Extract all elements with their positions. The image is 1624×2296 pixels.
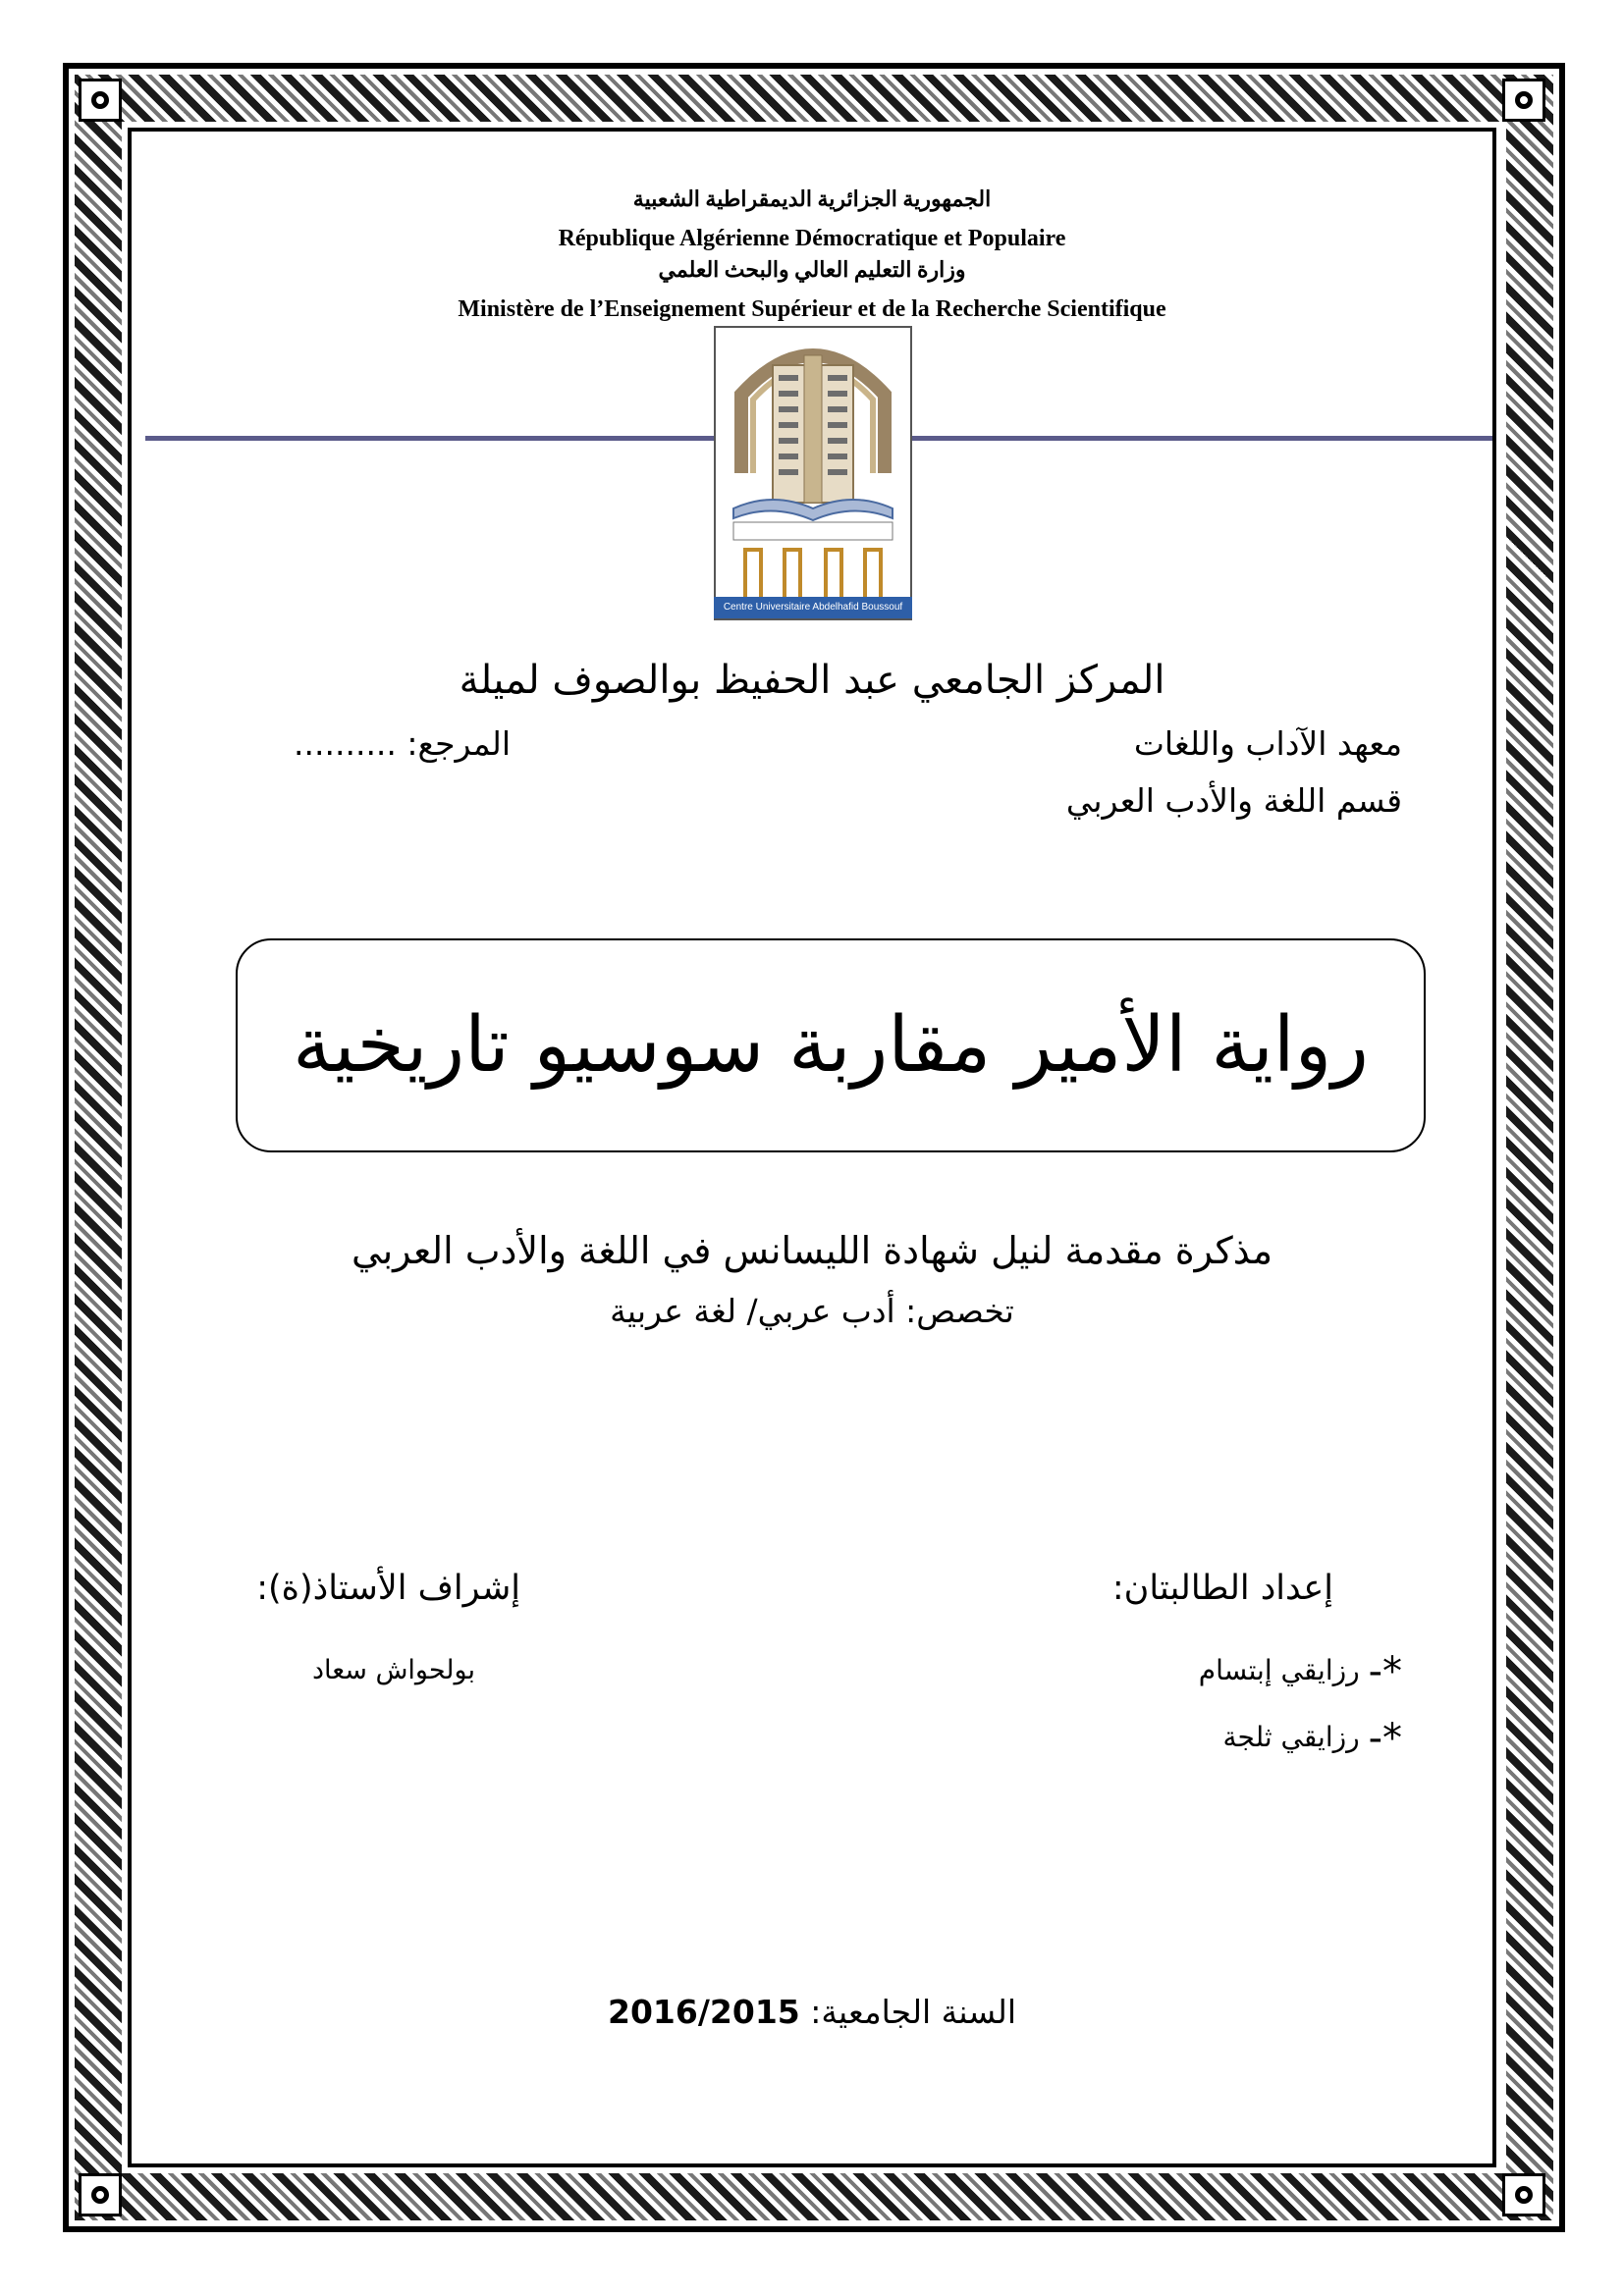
institute-name: معهد الآداب واللغات xyxy=(1133,724,1402,763)
thesis-title-box xyxy=(236,938,1426,1152)
corner-ornament-icon xyxy=(79,2173,122,2216)
bullet-marker: *- xyxy=(1368,1716,1402,1761)
republic-name-arabic: الجمهورية الجزائرية الديمقراطية الشعبية xyxy=(632,187,992,211)
republic-name-french: République Algérienne Démocratique et Populaire xyxy=(558,226,1066,251)
thesis-title: رواية الأمير مقاربة سوسيو تاريخية xyxy=(293,1001,1369,1090)
student-name xyxy=(1222,1716,1402,1761)
ministry-name-arabic: وزارة التعليم العالي والبحث العلمي xyxy=(658,257,966,282)
corner-ornament-icon xyxy=(79,79,122,122)
supervisor-name: بولحواش سعاد xyxy=(311,1655,475,1685)
academic-year-label: السنة الجامعية: xyxy=(810,1993,1016,2031)
corner-ornament-icon xyxy=(1502,2173,1545,2216)
header-rule-left xyxy=(145,436,715,441)
students-label: إعداد الطالبتان: xyxy=(1111,1569,1333,1608)
student-name xyxy=(1199,1649,1402,1694)
department-name: قسم اللغة والأدب العربي xyxy=(1065,781,1402,820)
reference-field: المرجع: .......... xyxy=(294,724,511,763)
bullet-marker: *- xyxy=(1368,1649,1402,1694)
logo-caption: Centre Universitaire Abdelhafid Boussouf Mila xyxy=(714,597,912,618)
supervisor-label: إشراف الأستاذ(ة): xyxy=(256,1569,520,1608)
university-building-logo-icon xyxy=(714,326,912,620)
ministry-name-french: Ministère de l’Enseignement Supérieur et de la Recherche Scientifique xyxy=(458,296,1166,322)
specialty: تخصص: أدب عربي/ لغة عربية xyxy=(610,1292,1014,1330)
student-name-text: رزايقي ثلجة xyxy=(1222,1721,1360,1753)
memo-purpose: مذكرة مقدمة لنيل شهادة الليسانس في اللغة والأدب العربي xyxy=(351,1229,1273,1272)
header-rule-right xyxy=(909,436,1492,441)
academic-year xyxy=(419,1993,1205,2031)
corner-ornament-icon xyxy=(1502,79,1545,122)
university-center-name: المركز الجامعي عبد الحفيظ بوالصوف لميلة xyxy=(459,658,1165,703)
academic-year-value: 2016/2015 xyxy=(608,1993,800,2031)
student-name-text: رزايقي إبتسام xyxy=(1198,1654,1360,1686)
